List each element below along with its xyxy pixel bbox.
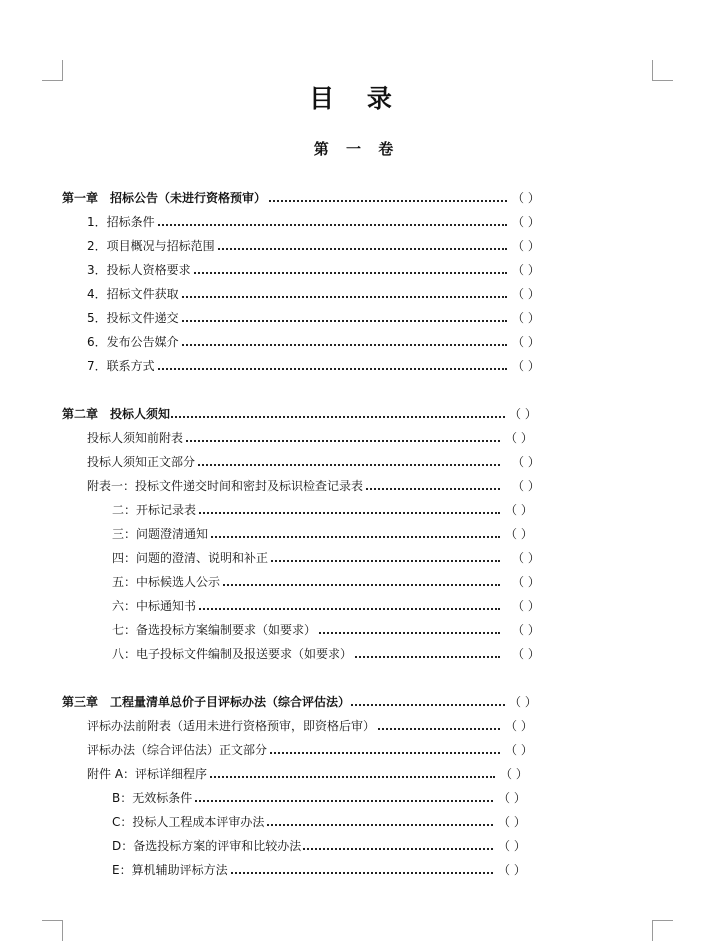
toc-page-number: （ ） [505,719,533,733]
toc-page-number: （ ） [512,335,540,349]
toc-page-number: （ ） [498,815,526,829]
toc-entry-label: D：备选投标方案的评审和比较办法 [112,836,302,856]
toc-entry[interactable] [112,524,550,544]
toc-entry-label: 六：中标通知书 [112,596,197,616]
toc-entry[interactable] [87,476,557,496]
toc-page-number: （ ） [512,455,540,469]
toc-page-number: （ ） [512,551,540,565]
toc-entry-label: 4．招标文件获取 [87,284,180,304]
toc-entry[interactable] [87,452,557,472]
toc-entry-label: 第二章 投标人须知 [62,404,171,424]
toc-entry-label: 1．招标条件 [87,212,156,232]
toc-page-number: （ ） [512,191,540,205]
toc-page-number: （ ） [509,407,537,421]
toc-entry-label: 7．联系方式 [87,356,156,376]
toc-entry-label: C：投标人工程成本评审办法 [112,812,265,832]
toc-entry-label: 6．发布公告媒介 [87,332,180,352]
toc-entry[interactable] [112,548,557,568]
toc-entry-label: 七：备选投标方案编制要求（如要求） [112,620,317,640]
toc-entry[interactable] [112,812,543,832]
toc-page-number: （ ） [505,527,533,541]
toc-chapter-entry[interactable] [62,404,554,424]
toc-page-number: （ ） [512,647,540,661]
crop-mark-bottom-left [42,920,63,941]
toc-entry-label: 5．投标文件递交 [87,308,180,328]
toc-page-number: （ ） [512,263,540,277]
toc-chapter-entry[interactable] [62,692,554,712]
toc-entry[interactable] [87,332,557,352]
toc-entry[interactable] [112,644,557,664]
toc-entry-label: 投标人须知前附表 [87,428,184,448]
toc-entry[interactable] [87,284,557,304]
toc-entry-label: 第三章 工程量清单总价子目评标办法（综合评估法） [62,692,351,712]
toc-entry-label: B：无效标条件 [112,788,193,808]
toc-entry-label: 三：问题澄清通知 [112,524,209,544]
volume-heading: 第 一 卷 [313,140,400,158]
toc-page-number: （ ） [512,215,540,229]
toc-entry-label: E：算机辅助评标方法 [112,860,229,880]
toc-chapter-entry[interactable] [62,188,557,208]
toc-page-number: （ ） [498,839,526,853]
toc-entry-label: 五：中标候选人公示 [112,572,221,592]
toc-entry[interactable] [112,572,557,592]
crop-mark-bottom-right [652,920,673,941]
toc-page-number: （ ） [512,623,540,637]
toc-page-number: （ ） [498,863,526,877]
toc-entry[interactable] [87,716,550,736]
toc-entry-label: 四：问题的澄清、说明和补正 [112,548,269,568]
toc-page-number: （ ） [512,311,540,325]
toc-entry[interactable] [112,596,557,616]
toc-page-number: （ ） [512,239,540,253]
toc-entry[interactable] [112,788,543,808]
toc-entry-label: 附件 A：评标详细程序 [87,764,208,784]
toc-page-number: （ ） [505,743,533,757]
toc-entry-label: 八：电子投标文件编制及报送要求（如要求） [112,644,353,664]
toc-entry-label: 附表一：投标文件递交时间和密封及标识检查记录表 [87,476,364,496]
crop-mark-top-right [652,60,673,81]
toc-entry[interactable] [87,740,550,760]
toc-entry-label: 投标人须知正文部分 [87,452,196,472]
toc-page-number: （ ） [505,431,533,445]
crop-mark-top-left [42,60,63,81]
page-title: 目 录 [309,84,404,113]
toc-entry[interactable] [87,236,557,256]
toc-entry-label: 评标办法（综合评估法）正文部分 [87,740,268,760]
toc-page-number: （ ） [512,359,540,373]
toc-page-number: （ ） [512,599,540,613]
toc-entry-label: 评标办法前附表（适用未进行资格预审，即资格后审） [87,716,376,736]
toc-entry[interactable] [87,308,557,328]
toc-page-number: （ ） [505,503,533,517]
toc-page-number: （ ） [509,695,537,709]
toc-entry[interactable] [87,356,557,376]
toc-page-number: （ ） [500,767,528,781]
toc-entry[interactable] [87,764,545,784]
toc-entry[interactable] [87,212,557,232]
toc-entry[interactable] [87,428,550,448]
toc-page-number: （ ） [498,791,526,805]
toc-entry[interactable] [112,500,550,520]
toc-entry[interactable] [87,260,557,280]
toc-entry[interactable] [112,836,543,856]
toc-page-number: （ ） [512,479,540,493]
toc-entry-label: 第一章 招标公告（未进行资格预审） [62,188,267,208]
toc-entry[interactable] [112,860,543,880]
toc-page-number: （ ） [512,287,540,301]
toc-entry-label: 2．项目概况与招标范围 [87,236,216,256]
toc-entry-label: 3．投标人资格要求 [87,260,192,280]
toc-entry[interactable] [112,620,557,640]
toc-entry-label: 二：开标记录表 [112,500,197,520]
toc-page-number: （ ） [512,575,540,589]
